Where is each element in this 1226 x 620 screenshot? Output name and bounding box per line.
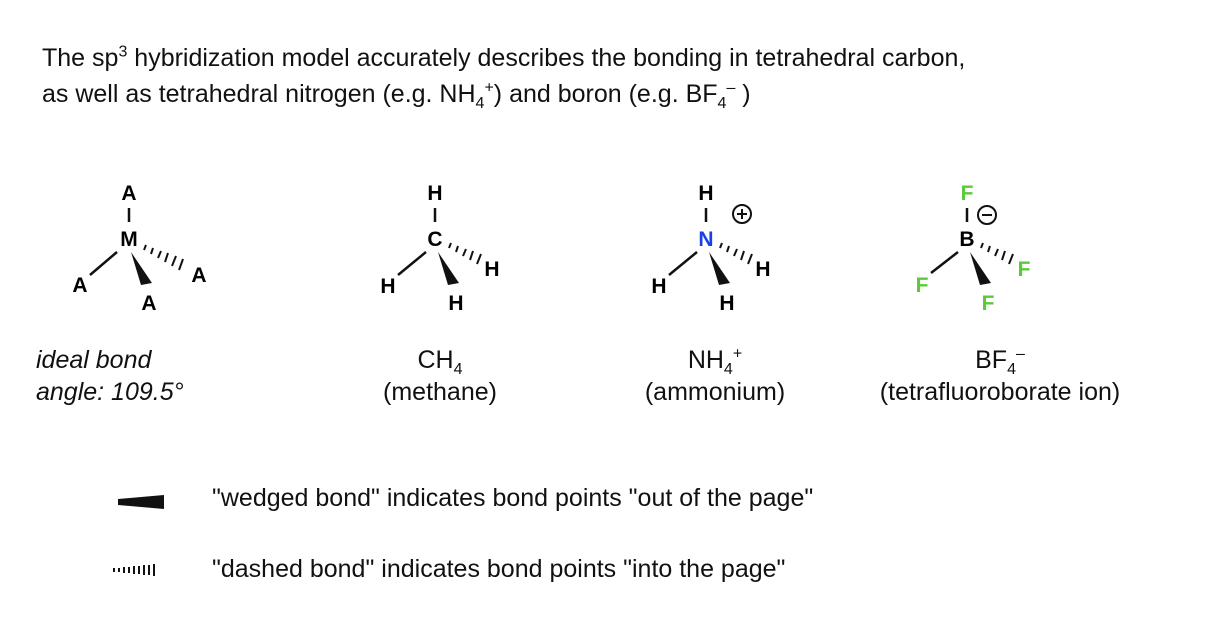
atom-right: H	[484, 258, 500, 281]
superscript: –	[726, 79, 736, 97]
bond-line	[90, 252, 117, 275]
subscript: 4	[453, 361, 463, 378]
atom-right: A	[191, 264, 207, 287]
atom-right: H	[755, 258, 771, 281]
superscript: +	[732, 345, 743, 363]
dashed-bond	[449, 243, 481, 264]
methane-structure	[380, 182, 499, 315]
dashed-bond-legend: "dashed bond" indicates bond points "into the page"	[212, 555, 786, 583]
atom-left: A	[72, 274, 88, 297]
atom-center-nitrogen: N	[698, 228, 714, 251]
wedge-bond	[438, 252, 459, 285]
molecule-name: (tetrafluoroborate ion)	[879, 378, 1121, 406]
formula	[360, 344, 520, 376]
atom-center: B	[959, 228, 975, 251]
ideal-angle-caption	[36, 344, 184, 408]
subscript: 4	[717, 95, 727, 112]
subscript: 4	[475, 95, 485, 112]
atom-top: H	[427, 182, 443, 205]
caption-line: angle: 109.5°	[36, 378, 184, 406]
atom-left: H	[380, 275, 396, 298]
atom-bottom: H	[448, 292, 464, 315]
atom-bottom-fluorine: F	[981, 292, 995, 315]
heading-text: )	[735, 80, 751, 108]
formula-text: NH	[687, 346, 724, 374]
atom-left: H	[651, 275, 667, 298]
heading-text: ) and boron (e.g. BF	[493, 80, 718, 108]
formula-text: CH	[417, 346, 454, 374]
atom-top: A	[121, 182, 137, 205]
molecule-name: (methane)	[383, 378, 497, 406]
bond-line	[931, 252, 958, 273]
heading-text: as well as tetrahedral nitrogen (e.g. NH	[42, 80, 476, 108]
dashed-bond	[981, 243, 1013, 264]
methane-caption	[360, 344, 520, 408]
heading-text: The sp	[42, 44, 119, 72]
wedge-bond	[131, 252, 152, 285]
atom-top: H	[698, 182, 714, 205]
superscript: –	[1015, 345, 1025, 363]
subscript: 4	[723, 361, 733, 378]
atom-bottom: A	[141, 292, 157, 315]
wedged-bond-legend: "wedged bond" indicates bond points "out of the page"	[212, 484, 814, 512]
bond-line	[398, 252, 426, 275]
formula	[850, 344, 1150, 376]
generic-tetrahedral-structure	[72, 182, 206, 315]
wedge-bond	[709, 252, 730, 285]
superscript: 3	[118, 43, 128, 61]
atom-left-fluorine: F	[915, 274, 929, 297]
subscript: 4	[1007, 361, 1016, 378]
ammonium-caption	[620, 344, 810, 408]
dashed-bond	[720, 243, 752, 264]
molecule-name: (ammonium)	[644, 378, 786, 406]
tetrafluoroborate-structure	[916, 182, 1031, 315]
tetrafluoroborate-caption	[850, 344, 1150, 408]
bond-line	[669, 252, 697, 275]
atom-bottom: H	[719, 292, 735, 315]
dashed-bond	[144, 245, 183, 270]
caption-line: ideal bond	[36, 346, 152, 374]
atom-center: C	[427, 228, 443, 251]
atom-center: M	[120, 228, 138, 251]
ammonium-structure	[651, 182, 770, 315]
heading-text: hybridization model accurately describes the bonding in tetrahedral carbon,	[127, 44, 966, 72]
atom-right-fluorine: F	[1017, 258, 1031, 281]
superscript: +	[484, 79, 494, 97]
formula	[620, 344, 810, 376]
wedge-bond	[970, 252, 991, 285]
atom-top-fluorine: F	[960, 182, 974, 205]
formula-text: BF	[975, 346, 1008, 374]
